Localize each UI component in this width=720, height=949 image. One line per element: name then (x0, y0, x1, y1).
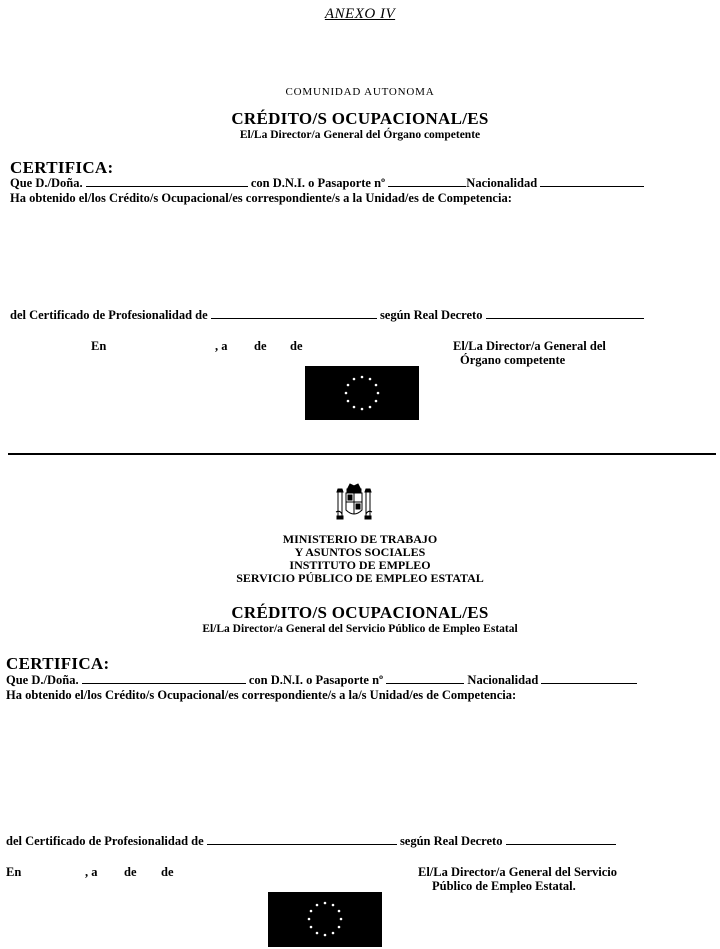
que-label: Que D./Doña. (6, 673, 79, 687)
nacionalidad-label: Nacionalidad (466, 176, 538, 190)
que-label: Que D./Doña. (10, 176, 83, 190)
ministry-line-3: INSTITUTO DE EMPLEO (289, 558, 431, 572)
bottom-de2-label: de (161, 865, 174, 879)
eu-flag-icon (305, 366, 419, 420)
name-blank[interactable] (82, 673, 246, 684)
dni-label: con D.N.I. o Pasaporte nº (250, 176, 386, 190)
decreto-blank[interactable] (506, 834, 616, 845)
ministry-line-1: MINISTERIO DE TRABAJO (282, 532, 438, 546)
top-en-label: En (91, 339, 107, 353)
nacionalidad-label: Nacionalidad (467, 673, 539, 687)
top-certificado-row (10, 308, 644, 323)
bottom-signer-line1: El/La Director/a General del Servicio (418, 865, 618, 879)
dni-label: con D.N.I. o Pasaporte nº (248, 673, 384, 687)
decreto-label: según Real Decreto (399, 834, 503, 848)
dni-blank[interactable] (388, 176, 466, 187)
top-de2-label: de (290, 339, 303, 353)
dni-blank[interactable] (386, 673, 464, 684)
top-a-label: , a (215, 339, 228, 353)
bottom-en-label: En (6, 865, 22, 879)
certificado-blank[interactable] (207, 834, 397, 845)
name-blank[interactable] (86, 176, 248, 187)
top-signer-line1: El/La Director/a General del (453, 339, 606, 353)
bottom-de1-label: de (124, 865, 137, 879)
top-de1-label: de (254, 339, 267, 353)
ministry-line-4: SERVICIO PÚBLICO DE EMPLEO ESTATAL (236, 571, 484, 585)
bottom-signer-line2: Público de Empleo Estatal. (432, 879, 576, 893)
top-subtitle: El/La Director/a General del Órgano competente (239, 129, 481, 141)
bottom-certifica-heading: CERTIFICA: (6, 654, 110, 673)
top-signer-line2: Órgano competente (460, 353, 566, 367)
top-certifica-heading: CERTIFICA: (10, 158, 114, 177)
top-que-row (10, 176, 644, 191)
eu-flag-icon (268, 892, 382, 947)
certificado-blank[interactable] (211, 308, 377, 319)
certificado-label: del Certificado de Profesionalidad de (10, 308, 208, 322)
top-obtenido-text: Ha obtenido el/los Crédito/s Ocupacional/es correspondiente/s a la Unidad/es de Competencia: (10, 191, 512, 205)
ministry-line-2: Y ASUNTOS SOCIALES (294, 545, 426, 559)
bottom-obtenido-text: Ha obtenido el/los Crédito/s Ocupacional/es correspondiente/s a la/s Unidad/es de Competencia: (6, 688, 517, 702)
bottom-credit-title: CRÉDITO/S OCUPACIONAL/ES (231, 603, 489, 622)
nacionalidad-blank[interactable] (540, 176, 644, 187)
nacionalidad-blank[interactable] (541, 673, 637, 684)
decreto-blank[interactable] (486, 308, 644, 319)
decreto-label: según Real Decreto (379, 308, 483, 322)
annex-title: ANEXO IV (324, 6, 396, 22)
bottom-a-label: , a (85, 865, 98, 879)
community-heading: COMUNIDAD AUTONOMA (285, 86, 435, 98)
certificado-label: del Certificado de Profesionalidad de (6, 834, 204, 848)
bottom-certificado-row (6, 834, 616, 849)
coat-of-arms-icon (334, 482, 374, 526)
section-divider (8, 453, 716, 455)
bottom-subtitle: El/La Director/a General del Servicio Público de Empleo Estatal (202, 623, 518, 635)
top-credit-title: CRÉDITO/S OCUPACIONAL/ES (231, 109, 489, 128)
bottom-que-row (6, 673, 637, 688)
